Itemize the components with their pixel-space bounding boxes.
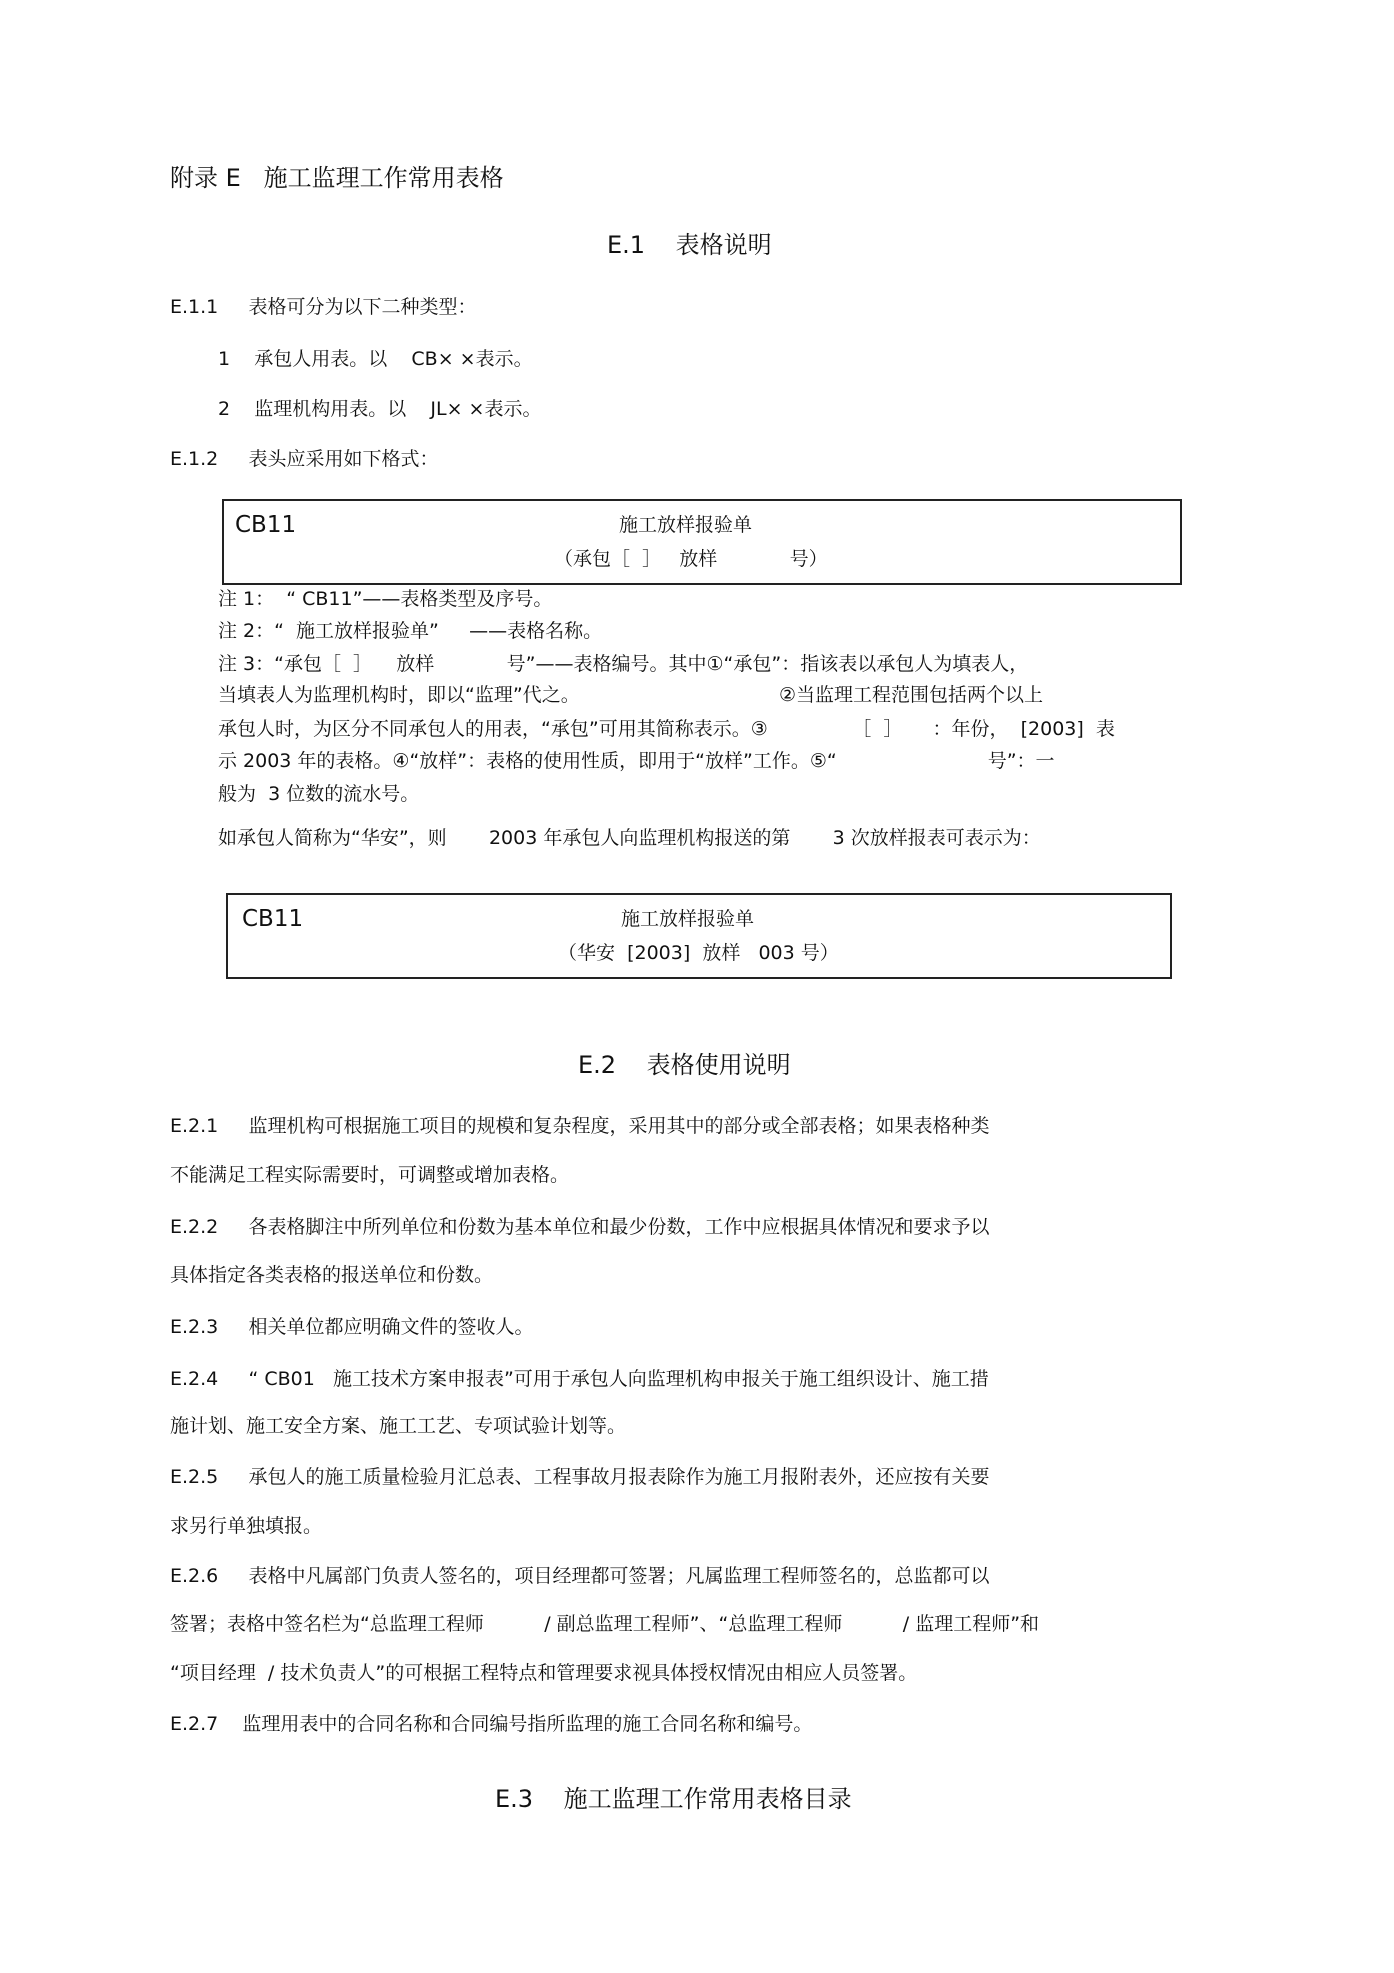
note-line: 当填表人为监理机构时，即以“监理”代之。 ②当监理工程范围包括两个以上 xyxy=(218,684,1044,706)
note-line: 注 3：“承包［ ］ 放样 号”——表格编号。其中①“承包”：指该表以承包人为填表人， xyxy=(218,653,1029,675)
note-line: 注 2：“ 施工放样报验单” ——表格名称。 xyxy=(218,620,603,642)
section-e1-title: E.1 表格说明 xyxy=(607,231,772,259)
form-code: CB11 xyxy=(242,906,304,932)
section-e3-title: E.3 施工监理工作常用表格目录 xyxy=(495,1785,852,1813)
paragraph-line: E.2.6 表格中凡属部门负责人签名的，项目经理都可签署；凡属监理工程师签名的，总监都可以 xyxy=(170,1565,990,1587)
paragraph-line: E.2.3 相关单位都应明确文件的签收人。 xyxy=(170,1316,534,1338)
note-line: 注 1： “ CB11”——表格类型及序号。 xyxy=(218,588,553,610)
paragraph-line: 不能满足工程实际需要时，可调整或增加表格。 xyxy=(170,1164,570,1186)
header-example-box xyxy=(226,893,1172,979)
appendix-title: 附录 E 施工监理工作常用表格 xyxy=(170,164,504,192)
paragraph-line: E.2.5 承包人的施工质量检验月汇总表、工程事故月报表除作为施工月报附表外，还应按有关要 xyxy=(170,1466,990,1488)
form-title: 施工放样报验单 xyxy=(619,514,753,536)
paragraph-line: E.2.4 “ CB01 施工技术方案申报表”可用于承包人向监理机构申报关于施工组织设计、施工措 xyxy=(170,1368,989,1390)
form-code: CB11 xyxy=(235,512,297,538)
paragraph-line: E.2.2 各表格脚注中所列单位和份数为基本单位和最少份数，工作中应根据具体情况和要求予以 xyxy=(170,1216,990,1238)
clause-e112: E.1.2 表头应采用如下格式： xyxy=(170,448,439,470)
paragraph-line: 具体指定各类表格的报送单位和份数。 xyxy=(170,1264,494,1286)
list-item: 2 监理机构用表。以 JL× ×表示。 xyxy=(218,398,542,420)
note-line: 承包人时，为区分不同承包人的用表，“承包”可用其简称表示。③ ［ ］ ：年份， [2003] 表 xyxy=(218,718,1115,740)
note-line: 示 2003 年的表格。④“放样”：表格的使用性质，即用于“放样”工作。⑤“ 号”：一 xyxy=(218,750,1055,772)
paragraph-line: 求另行单独填报。 xyxy=(170,1515,323,1537)
note-line: 般为 3 位数的流水号。 xyxy=(218,783,420,805)
example-line: 如承包人简称为“华安”，则 2003 年承包人向监理机构报送的第 3 次放样报表可表示为： xyxy=(218,827,1041,849)
header-format-box xyxy=(222,499,1182,585)
form-number: （承包［ ］ 放样 号） xyxy=(554,548,828,570)
paragraph-line: 签署；表格中签名栏为“总监理工程师 / 副总监理工程师”、“总监理工程师 / 监理工程师”和 xyxy=(170,1613,1040,1635)
section-e2-title: E.2 表格使用说明 xyxy=(578,1051,791,1079)
paragraph-line: “项目经理 / 技术负责人”的可根据工程特点和管理要求视具体授权情况由相应人员签署。 xyxy=(170,1662,918,1684)
form-title: 施工放样报验单 xyxy=(621,908,755,930)
form-number: （华安 [2003] 放样 003 号） xyxy=(558,942,839,964)
paragraph-line: 施计划、施工安全方案、施工工艺、专项试验计划等。 xyxy=(170,1415,627,1437)
clause-e111: E.1.1 表格可分为以下二种类型： xyxy=(170,296,477,318)
list-item: 1 承包人用表。以 CB× ×表示。 xyxy=(218,348,533,370)
paragraph-line: E.2.7 监理用表中的合同名称和合同编号指所监理的施工合同名称和编号。 xyxy=(170,1713,813,1735)
paragraph-line: E.2.1 监理机构可根据施工项目的规模和复杂程度，采用其中的部分或全部表格；如果表格种类 xyxy=(170,1115,990,1137)
